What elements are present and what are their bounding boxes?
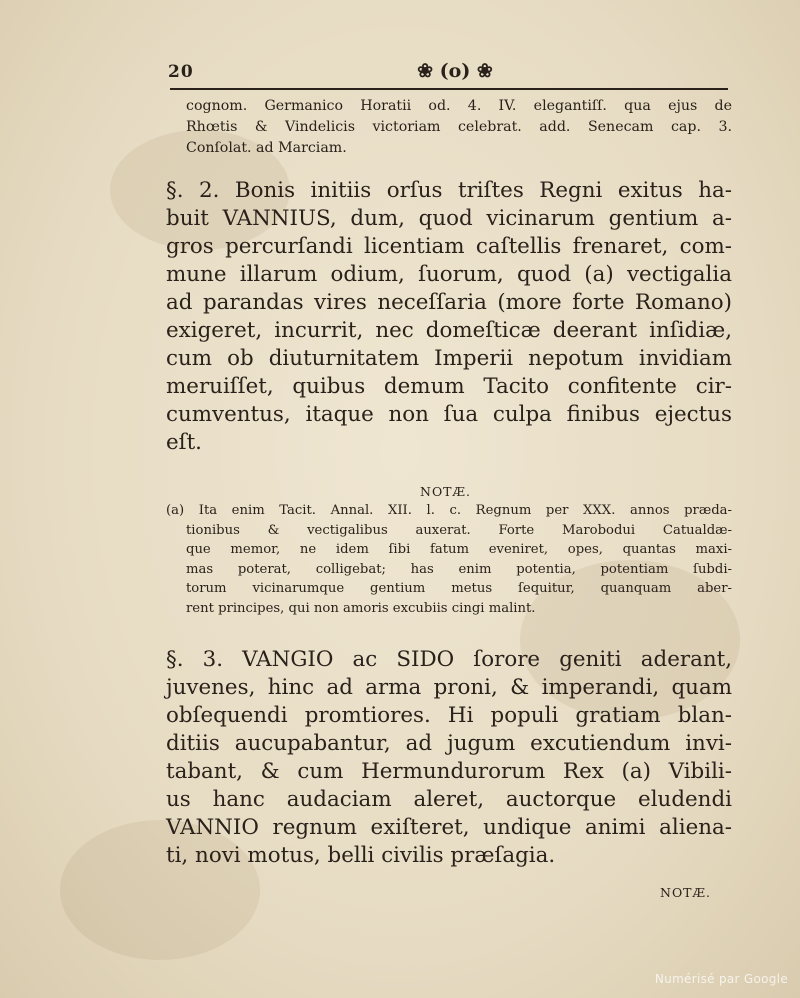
digitization-watermark: Numérisé par Google (654, 972, 788, 986)
text-line: cum ob diuturnitatem Imperii nepotum invidiam (166, 346, 732, 371)
text-line: tabant, & cum Hermundurorum Rex (a) Vibili- (166, 759, 732, 784)
page-header (168, 60, 728, 86)
text-line: eſt. (166, 430, 202, 455)
page-number: 20 (168, 62, 194, 82)
footnote-line: que memor, ne idem ſibi fatum eveniret, opes, quantas maxi- (186, 542, 732, 558)
text-line: exigeret, incurrit, nec domeſticæ deerant inſidiæ, (166, 318, 732, 343)
text-line: obſequendi promtiores. Hi populi gratiam blan- (166, 703, 732, 728)
footnote-line: torum vicinarumque gentium metus ſequitur, quanquam aber- (186, 581, 732, 597)
text-line: cumventus, itaque non ſua culpa finibus ejectus (166, 402, 732, 427)
header-ornament: ❀ (o) ❀ (417, 60, 493, 82)
header-rule (170, 88, 728, 90)
text-line: ditiis aucupabantur, ad jugum excutiendum invi- (166, 731, 732, 756)
paragraph-section-2 (166, 177, 732, 457)
text-line: us hanc audaciam aleret, auctorque eludendi (166, 787, 732, 812)
notes-heading-catchword: NOTÆ. (660, 885, 712, 900)
text-line: ad parandas vires neceſſaria (more forte Romano) (166, 290, 732, 315)
text-line: buit VANNIUS, dum, quod vicinarum gentium a- (166, 206, 732, 231)
footnote-line: rent principes, qui non amoris excubiis cingi malint. (186, 600, 536, 616)
text-line: ti, novi motus, belli civilis præſagia. (166, 843, 556, 868)
notes-heading: NOTÆ. (420, 484, 472, 499)
text-line: juvenes, hinc ad arma proni, & imperandi, quam (166, 675, 732, 700)
footnotes-section-2 (166, 501, 732, 619)
paragraph-section-3 (166, 646, 732, 870)
text-line: meruiſſet, quibus demum Tacito confitente cir- (166, 374, 732, 399)
text-line: gros percurſandi licentiam caſtellis frenaret, com- (166, 234, 732, 259)
text-line: VANNIO regnum exiſteret, undique animi aliena- (166, 815, 732, 840)
footnote-line: mas poterat, colligebat; has enim potentia, potentiam ſubdi- (186, 561, 732, 577)
footnote-line: Conſolat. ad Marciam. (186, 140, 347, 156)
footnote-line: (a) Ita enim Tacit. Annal. XII. l. c. Regnum per XXX. annos præda- (166, 503, 732, 518)
carried-over-footnote (186, 96, 732, 159)
text-line: §. 3. VANGIO ac SIDO ſorore geniti aderant, (166, 647, 732, 672)
text-line: §. 2. Bonis initiis orſus triſtes Regni exitus ha- (166, 178, 732, 203)
text-line: mune illarum odium, ſuorum, quod (a) vectigalia (166, 262, 732, 287)
footnote-line: tionibus & vectigalibus auxerat. Forte Marobodui Catualdæ- (186, 522, 732, 538)
footnote-line: cognom. Germanico Horatii od. 4. IV. elegantiſſ. qua ejus de (186, 98, 732, 114)
footnote-line: Rhœtis & Vindelicis victoriam celebrat. add. Senecam cap. 3. (186, 119, 732, 135)
